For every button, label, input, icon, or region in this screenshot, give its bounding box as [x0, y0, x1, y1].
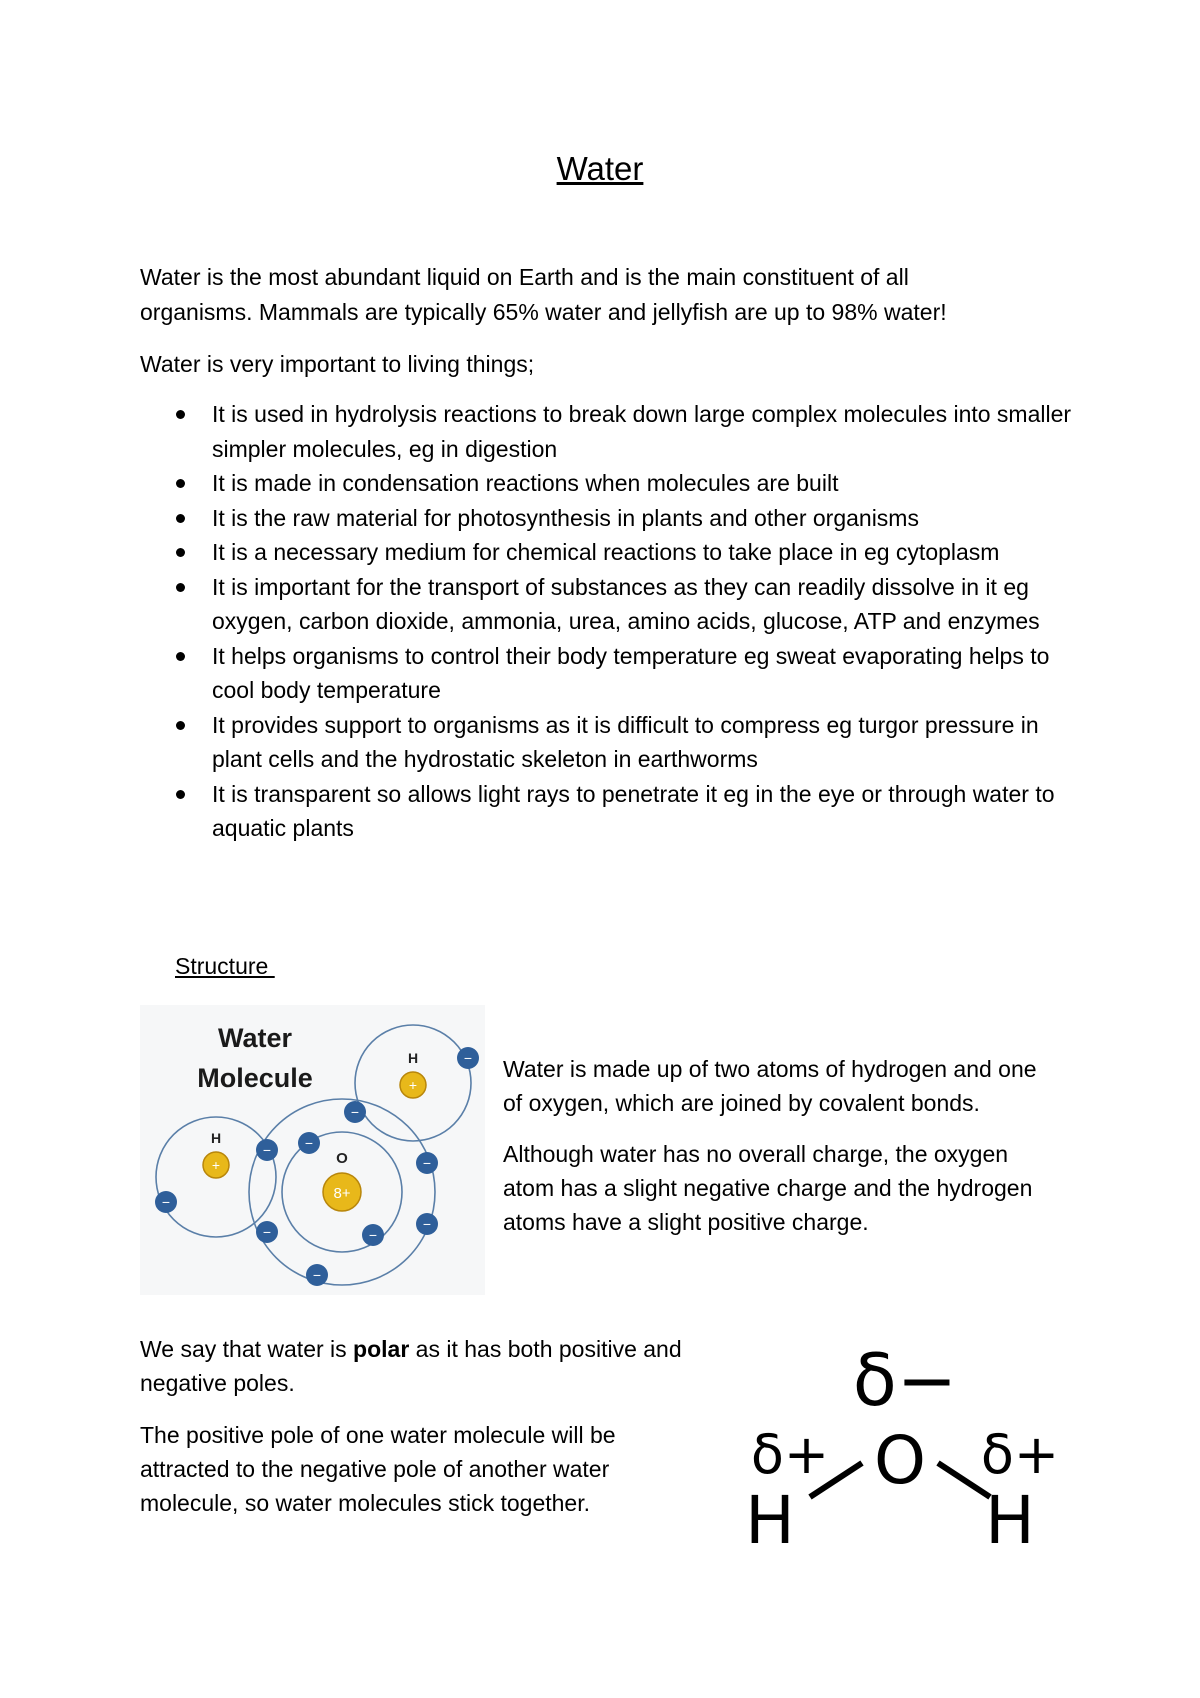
electron — [306, 1264, 328, 1286]
page-title: Water — [556, 150, 644, 187]
electron — [344, 1101, 366, 1123]
svg-text:−: − — [161, 1194, 171, 1210]
polar-line-1: We say that water is polar as it has both positive and — [140, 1336, 682, 1362]
structure-heading: Structure — [175, 953, 275, 979]
importance-lead: Water is very important to living things; — [140, 351, 535, 377]
svg-text:−: − — [312, 1267, 322, 1283]
figure-title-line-1: Water — [217, 1023, 293, 1053]
svg-text:−: − — [262, 1142, 272, 1158]
structure-desc-1-line-1: Water is made up of two atoms of hydrogen and one — [503, 1056, 1037, 1082]
electron — [362, 1224, 384, 1246]
list-item: It is the raw material for photosynthesis in plants and other organisms — [140, 501, 1080, 536]
water-molecule-figure — [140, 1005, 485, 1295]
delta-plus-left-label: δ+ — [750, 1423, 830, 1486]
svg-text:O: O — [336, 1150, 348, 1167]
electron — [298, 1132, 320, 1154]
electron — [416, 1152, 438, 1174]
structure-desc-2-line-2: atom has a slight negative charge and the hydrogen — [503, 1175, 1033, 1201]
hydrogen-left-label: H — [745, 1482, 795, 1555]
list-item: It helps organisms to control their body temperature eg sweat evaporating helps to cool body temperature — [140, 639, 1080, 708]
electron — [256, 1139, 278, 1161]
structure-desc-1-line-2: of oxygen, which are joined by covalent bonds. — [503, 1090, 980, 1116]
svg-text:+: + — [408, 1077, 418, 1093]
structure-desc-2-line-1: Although water has no overall charge, the oxygen — [503, 1141, 1009, 1167]
list-item: It is important for the transport of substances as they can readily dissolve in it eg oxygen, carbon dioxide, ammonia, urea, amino acids, glucose, ATP and enzymes — [140, 570, 1080, 639]
oxygen-atom-label: O — [874, 1422, 926, 1499]
electron — [416, 1213, 438, 1235]
electron — [256, 1221, 278, 1243]
list-item: It is made in condensation reactions when molecules are built — [140, 466, 1080, 501]
intro-line-2: organisms. Mammals are typically 65% water and jellyfish are up to 98% water! — [140, 299, 947, 325]
list-item: It is used in hydrolysis reactions to break down large complex molecules into smaller simpler molecules, eg in digestion — [140, 397, 1080, 466]
electron — [457, 1047, 479, 1069]
list-item: It provides support to organisms as it is difficult to compress eg turgor pressure in plant cells and the hydrostatic skeleton in earthworms — [140, 708, 1080, 777]
svg-text:−: − — [463, 1050, 473, 1066]
electron — [155, 1191, 177, 1213]
svg-text:−: − — [368, 1227, 378, 1243]
svg-text:−: − — [262, 1224, 272, 1240]
polar-term: polar — [353, 1336, 410, 1362]
list-item: It is a necessary medium for chemical reactions to take place in eg cytoplasm — [140, 535, 1080, 570]
svg-text:+: + — [211, 1157, 221, 1173]
polar-para-2-line-2: attracted to the negative pole of another water — [140, 1456, 610, 1482]
polar-line-2: negative poles. — [140, 1370, 295, 1396]
svg-text:−: − — [304, 1135, 314, 1151]
polarity-diagram — [730, 1325, 1080, 1555]
svg-text:−: − — [422, 1155, 432, 1171]
delta-plus-right-label: δ+ — [980, 1423, 1060, 1486]
svg-text:−: − — [422, 1216, 432, 1232]
svg-text:H: H — [210, 1130, 222, 1146]
figure-title-line-2: Molecule — [197, 1063, 313, 1093]
structure-desc-2-line-3: atoms have a slight positive charge. — [503, 1209, 869, 1235]
polar-para-2-line-1: The positive pole of one water molecule will be — [140, 1422, 616, 1448]
polar-para-2-line-3: molecule, so water molecules stick together. — [140, 1490, 590, 1516]
delta-minus-label: δ− — [852, 1338, 958, 1422]
intro-line-1: Water is the most abundant liquid on Earth and is the main constituent of all — [140, 264, 909, 290]
uses-list — [140, 397, 1080, 846]
list-item: It is transparent so allows light rays to penetrate it eg in the eye or through water to aquatic plants — [140, 777, 1080, 846]
svg-text:8+: 8+ — [333, 1185, 351, 1202]
hydrogen-right-label: H — [985, 1482, 1035, 1555]
svg-text:H: H — [407, 1050, 419, 1066]
svg-text:−: − — [350, 1104, 360, 1120]
